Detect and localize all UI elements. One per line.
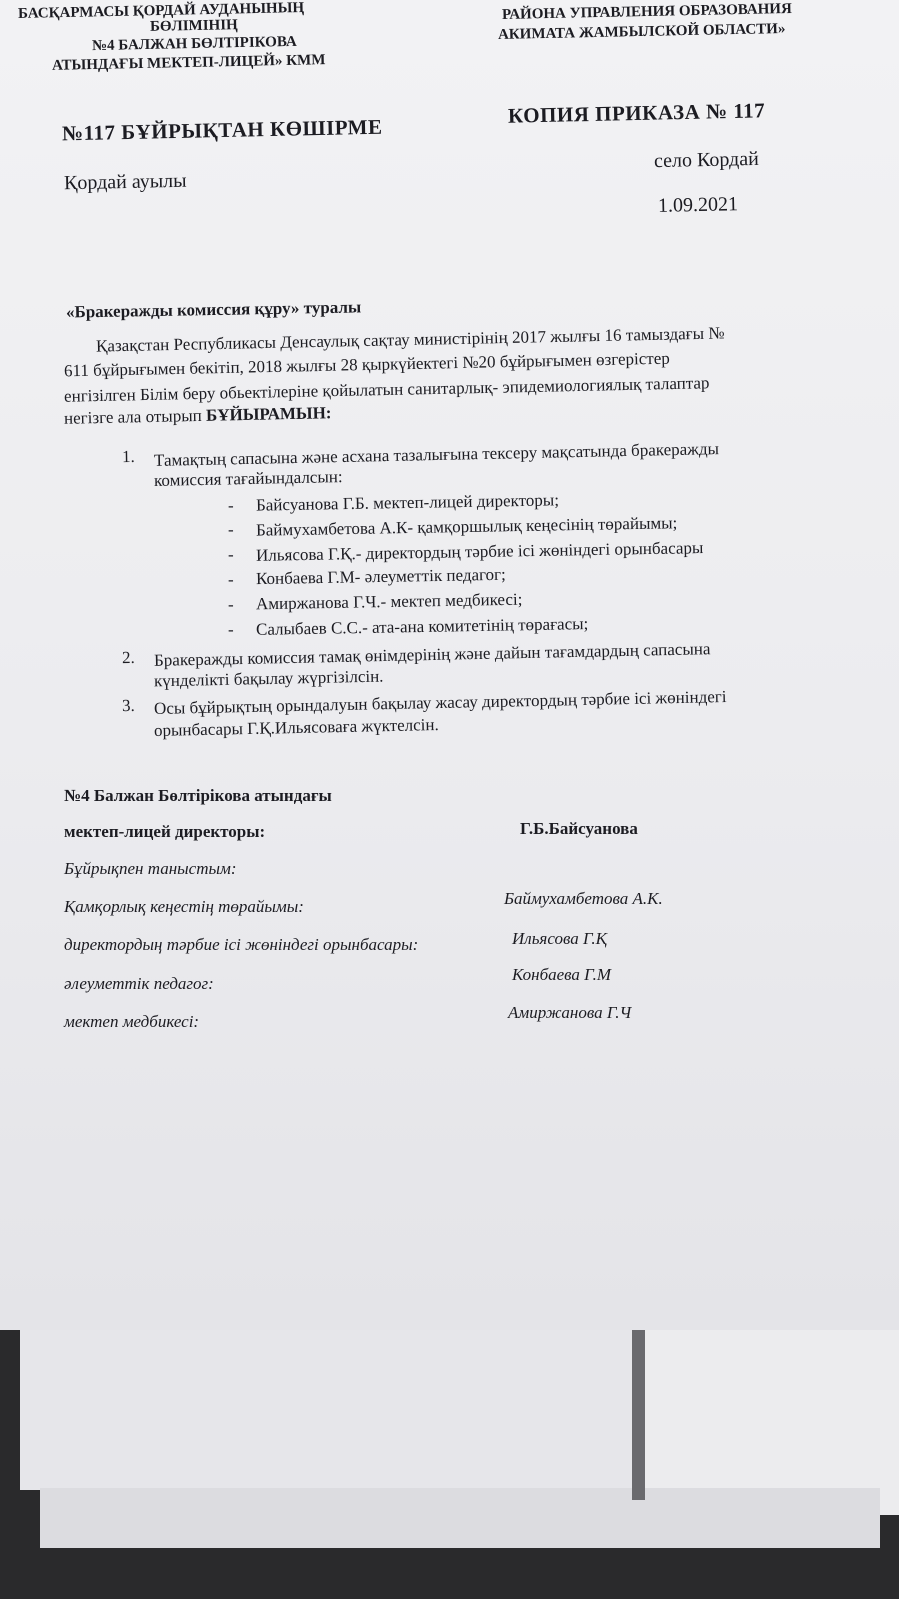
sheet-gap-shadow bbox=[632, 1300, 645, 1500]
header-left-line: №4 БАЛЖАН БӨЛТІРІКОВА bbox=[91, 33, 297, 55]
acquainted-name: Баймухамбетова А.К. bbox=[504, 889, 663, 908]
preamble-line bbox=[64, 404, 332, 427]
signature-role: мектеп-лицей директоры: bbox=[64, 822, 266, 841]
member-dash: - bbox=[228, 620, 234, 639]
header-left-line: БАСҚАРМАСЫ ҚОРДАЙ АУДАНЫНЫҢ bbox=[17, 0, 305, 22]
underlying-sheet bbox=[645, 1300, 899, 1515]
member-dash: - bbox=[228, 520, 234, 539]
member-dash: - bbox=[228, 570, 234, 589]
list-item-number: 3. bbox=[121, 695, 135, 716]
list-item-text: орынбасары Г.Қ.Ильясоваға жүктелсін. bbox=[153, 715, 439, 740]
place-ru: село Кордай bbox=[653, 147, 760, 173]
signature-name: Г.Б.Байсуанова bbox=[520, 819, 638, 838]
list-item-number: 2. bbox=[121, 647, 135, 668]
header-left-line: БӨЛІМІНІҢ bbox=[149, 17, 238, 35]
member-dash: - bbox=[228, 595, 234, 614]
member-item: Конбаева Г.М- әлеуметтік педагог; bbox=[255, 564, 506, 589]
member-dash: - bbox=[228, 545, 234, 564]
member-item: Салыбаев С.С.- ата-ана комитетінің төрағасы; bbox=[255, 614, 589, 639]
member-item: Байсуанова Г.Б. мектеп-лицей директоры; bbox=[255, 490, 560, 515]
preamble-line: 611 бұйрығымен бекітіп, 2018 жылғы 28 қыркүйектегі №20 бұйрығымен өзгерістер bbox=[63, 348, 670, 381]
preamble-line: Қазақстан Республикасы Денсаулық сақтау министірінің 2017 жылғы 16 тамыздағы № bbox=[95, 323, 725, 356]
order-title-ru: КОПИЯ ПРИКАЗА № 117 bbox=[507, 98, 766, 128]
header-right-line: АКИМАТА ЖАМБЫЛСКОЙ ОБЛАСТИ» bbox=[497, 20, 786, 44]
acquainted-role: мектеп медбикесі: bbox=[64, 1012, 200, 1031]
acquainted-role: директордың тәрбие ісі жөніндегі орынбасары: bbox=[64, 935, 419, 954]
acquainted-name: Амиржанова Г.Ч bbox=[508, 1003, 632, 1022]
preamble-line: енгізілген Білім беру обьектілеріне қойылатын санитарлық- эпидемиологиялық талаптар bbox=[63, 373, 710, 406]
acquainted-role: Қамқорлық кеңестің төрайымы: bbox=[64, 897, 304, 916]
list-item-text: Бракеражды комиссия тамақ өнімдерінің және дайын тағамдардың сапасына bbox=[153, 639, 711, 670]
list-item-text: Тамақтың сапасына және асхана тазалығына тексеру мақсатында бракеражды bbox=[153, 439, 720, 470]
header-right-line: РАЙОНА УПРАВЛЕНИЯ ОБРАЗОВАНИЯ bbox=[501, 0, 793, 24]
header-left-line: АТЫНДАҒЫ МЕКТЕП-ЛИЦЕЙ» КММ bbox=[51, 52, 326, 74]
preamble-command: БҰЙЫРАМЫН: bbox=[205, 403, 332, 425]
list-item-text: комиссия тағайындалсын: bbox=[153, 467, 343, 490]
place-kz: Қордай ауылы bbox=[63, 169, 187, 195]
acquainted-role: әлеуметтік педагог: bbox=[64, 974, 214, 993]
preamble-text: негізге ала отырып bbox=[63, 405, 207, 428]
member-item: Баймухамбетова А.К- қамқоршылық кеңесінің төрайымы; bbox=[255, 513, 678, 540]
member-dash: - bbox=[228, 496, 234, 515]
order-title-kz: №117 БҰЙРЫҚТАН КӨШІРМЕ bbox=[61, 114, 383, 146]
order-subject: «Бракеражды комиссия құру» туралы bbox=[65, 297, 362, 322]
list-item-text: күнделікті бақылау жүргізілсін. bbox=[153, 666, 384, 691]
member-item: Амиржанова Г.Ч.- мектеп медбикесі; bbox=[255, 589, 523, 614]
member-item: Ильясова Г.Қ.- директордың тәрбие ісі жөніндегі орынбасары bbox=[255, 538, 704, 565]
underlying-sheet bbox=[40, 1488, 880, 1548]
acquainted-title: Бұйрықпен таныстым: bbox=[64, 859, 237, 878]
acquainted-name: Конбаева Г.М bbox=[512, 965, 611, 984]
acquainted-name: Ильясова Г.Қ bbox=[512, 929, 607, 948]
signature-org: №4 Балжан Бөлтірікова атындағы bbox=[64, 786, 332, 805]
list-item-number: 1. bbox=[121, 446, 135, 467]
list-item-text: Осы бұйрықтың орындалуын бақылау жасау директордың тәрбие ісі жөніндегі bbox=[153, 687, 727, 718]
order-date: 1.09.2021 bbox=[657, 193, 739, 217]
